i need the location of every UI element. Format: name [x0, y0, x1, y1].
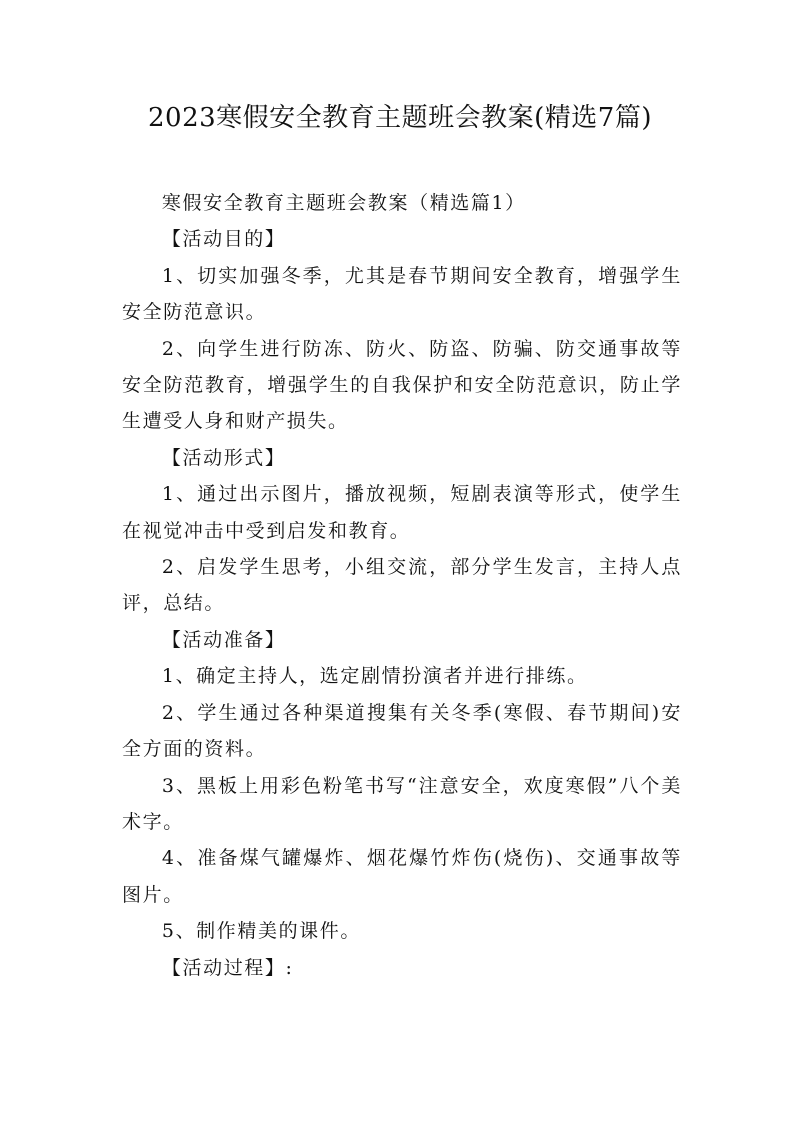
heading-activity-preparation: 【活动准备】 — [161, 628, 286, 651]
document-title: 2023寒假安全教育主题班会教案(精选7篇) — [148, 103, 652, 133]
paragraph-goal-1: 1、切实加强冬季，尤其是春节期间安全教育，增强学生安全防范意识。 — [122, 264, 682, 324]
section-subtitle: 寒假安全教育主题班会教案（精选篇1） — [161, 192, 526, 214]
paragraph-prep-3: 3、黑板上用彩色粉笔书写“注意安全，欢度寒假”八个美术字。 — [122, 774, 682, 833]
paragraph-prep-2: 2、学生通过各种渠道搜集有关冬季(寒假、春节期间)安全方面的资料。 — [122, 701, 682, 761]
paragraph-goal-2: 2、向学生进行防冻、防火、防盗、防骗、防交通事故等安全防范教育，增强学生的自我保护和安全防范意识，防止学生遭受人身和财产损失。 — [122, 337, 682, 433]
paragraph-form-1: 1、通过出示图片，播放视频，短剧表演等形式，使学生在视觉冲击中受到启发和教育。 — [122, 483, 682, 542]
document-body — [122, 185, 682, 986]
paragraph-form-2: 2、启发学生思考，小组交流，部分学生发言，主持人点评，总结。 — [122, 556, 682, 615]
paragraph-prep-1: 1、确定主持人，选定剧情扮演者并进行排练。 — [161, 665, 588, 688]
heading-activity-form: 【活动形式】 — [161, 446, 286, 469]
heading-activity-process: 【活动过程】: — [161, 956, 294, 979]
heading-activity-goal: 【活动目的】 — [161, 228, 286, 251]
paragraph-prep-5: 5、制作精美的课件。 — [161, 920, 361, 943]
paragraph-prep-4: 4、准备煤气罐爆炸、烟花爆竹炸伤(烧伤)、交通事故等图片。 — [122, 847, 682, 906]
